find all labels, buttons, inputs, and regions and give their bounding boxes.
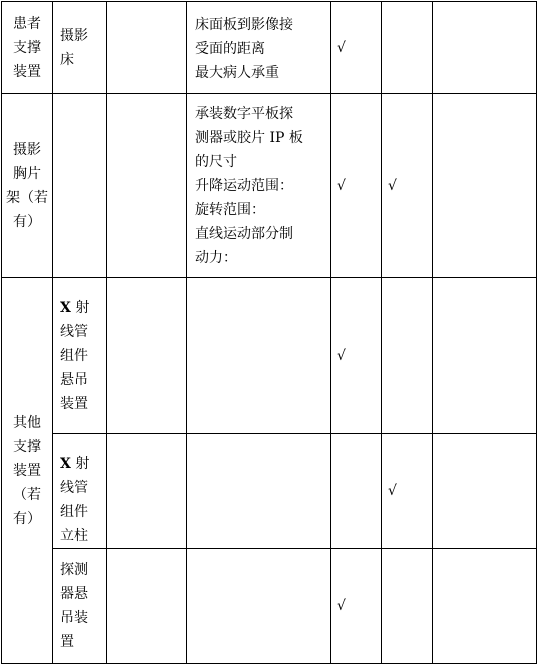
parameters-text: 承装数字平板探 测器或胶片 IP 板 的尺寸 升降运动范围： 旋转范围： 直线运动部分制 动力：: [195, 106, 303, 266]
empty-cell: [433, 549, 537, 664]
component-label: 射 线管 组件 立柱: [60, 456, 90, 544]
check-cell-2: [382, 549, 433, 664]
check-cell-2: [382, 434, 433, 549]
category-cell: [2, 278, 53, 664]
check-cell-1: [331, 434, 382, 549]
check-cell-2: [382, 278, 433, 434]
component-label-head: X: [60, 300, 71, 316]
category-cell: [2, 2, 53, 94]
category-label: 其他 支撑 装置 （若 有）: [13, 414, 41, 527]
component-cell: [53, 2, 107, 94]
empty-cell: [433, 2, 537, 94]
component-label-head: X: [60, 456, 71, 472]
table-row: [2, 549, 537, 664]
component-label: 射 线管 组件 悬吊 装置: [60, 300, 90, 412]
component-cell: [53, 434, 107, 549]
check-cell-2: [382, 2, 433, 94]
table-row: [2, 278, 537, 434]
check-cell-1: [331, 549, 382, 664]
empty-cell: [107, 434, 187, 549]
check-mark: √: [337, 347, 346, 364]
empty-cell: [107, 278, 187, 434]
component-cell: [53, 94, 107, 278]
parameters-cell: [187, 94, 331, 278]
empty-cell: [433, 94, 537, 278]
category-label: 摄影 胸片 架（若 有）: [6, 141, 48, 230]
check-mark: √: [337, 598, 346, 614]
empty-cell: [433, 434, 537, 549]
component-label: 摄影 床: [60, 27, 88, 68]
check-mark: √: [337, 39, 346, 56]
check-cell-2: [382, 94, 433, 278]
empty-cell: [107, 2, 187, 94]
parameters-cell: [187, 549, 331, 664]
check-cell-1: [331, 94, 382, 278]
category-label: 患者 支撑 装置: [13, 15, 41, 80]
check-cell-1: [331, 2, 382, 94]
category-cell: [2, 94, 53, 278]
empty-cell: [107, 549, 187, 664]
parameters-cell: [187, 278, 331, 434]
parameters-cell: [187, 434, 331, 549]
check-cell-1: [331, 278, 382, 434]
component-cell: [53, 549, 107, 664]
empty-cell: [107, 94, 187, 278]
parameters-cell: [187, 2, 331, 94]
check-mark: √: [388, 177, 397, 194]
table-row: [2, 94, 537, 278]
check-mark: √: [337, 177, 346, 194]
component-cell: [53, 278, 107, 434]
specification-table: [1, 1, 537, 664]
empty-cell: [433, 278, 537, 434]
table-row: [2, 2, 537, 94]
check-mark: √: [388, 483, 397, 499]
component-label: 探测 器悬 吊装 置: [60, 562, 88, 650]
parameters-text: 床面板到影像接 受面的距离 最大病人承重: [195, 17, 293, 81]
table-row: [2, 434, 537, 549]
